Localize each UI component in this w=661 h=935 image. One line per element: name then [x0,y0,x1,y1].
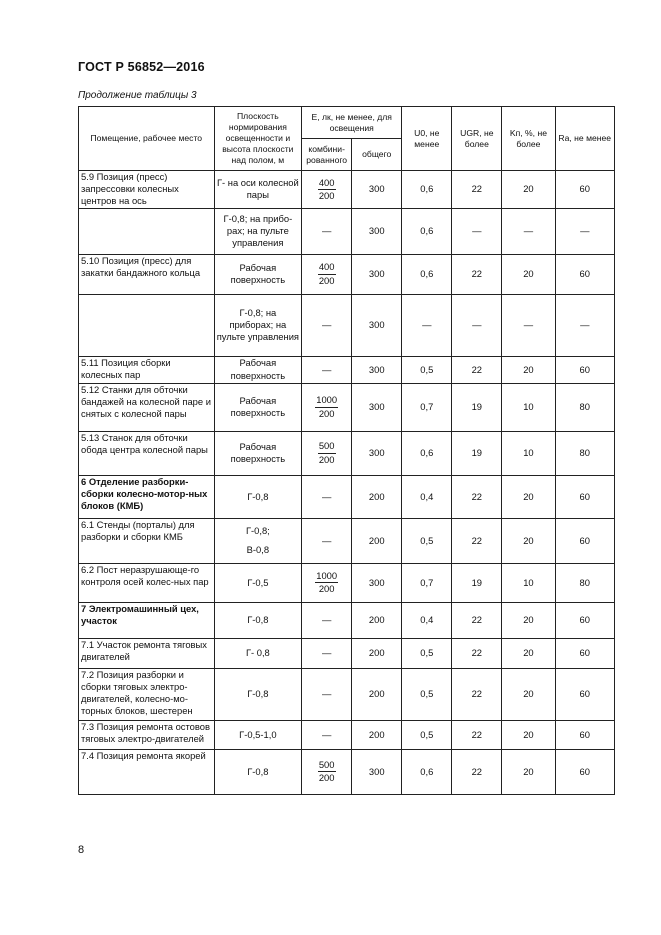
cell-general: 300 [352,254,402,294]
plane-text: Рабочая поверхность [230,440,286,465]
cell-ugr: 22 [452,518,502,563]
cell-room: 5.12 Станки для обточки бандажей на колесной паре и снятых с колесной пары [79,383,215,431]
cell-uo: 0,6 [402,749,452,794]
table-row [79,294,615,356]
col-header-uo: U0, не менее [402,107,452,171]
cell-ugr: 22 [452,749,502,794]
cell-ugr: 22 [452,475,502,518]
cell-plane [214,638,302,668]
table-body [79,171,615,795]
cell-combined [302,563,352,602]
cell-ugr: 22 [452,638,502,668]
cell-combined: — [302,668,352,720]
cell-kp: — [502,208,555,254]
cell-kp: 20 [502,602,555,638]
plane-text: Г-0,8 [247,688,269,699]
cell-ra: 80 [555,431,614,475]
cell-combined [302,254,352,294]
cell-uo: 0,6 [402,254,452,294]
cell-room: 5.9 Позиция (пресс) запрессовки колесных центров на ось [79,171,215,209]
table-continuation-caption: Продолжение таблицы 3 [78,90,197,101]
table-row [79,475,615,518]
cell-general: 200 [352,475,402,518]
fraction-denominator: 200 [318,189,335,201]
cell-combined: — [302,294,352,356]
cell-kp: 20 [502,518,555,563]
cell-plane [214,563,302,602]
cell-uo: 0,5 [402,638,452,668]
cell-room: 5.10 Позиция (пресс) для закатки бандажного кольца [79,254,215,294]
cell-uo: 0,5 [402,518,452,563]
plane-text: Г-0,5 [247,576,269,588]
cell-general: 200 [352,518,402,563]
cell-ra: 80 [555,383,614,431]
cell-plane [214,602,302,638]
cell-kp: 10 [502,383,555,431]
cell-plane [214,294,302,356]
table-row [79,171,615,209]
cell-room: 7.1 Участок ремонта тяговых двигателей [79,638,215,668]
table-row [79,602,615,638]
col-header-illuminance: E, лк, не менее, для освещения [302,107,402,139]
cell-ra: 60 [555,254,614,294]
cell-ugr: 22 [452,668,502,720]
fraction-denominator: 200 [318,772,335,784]
col-header-room: Помещение, рабочее место [79,107,215,171]
cell-kp: 10 [502,431,555,475]
page-number: 8 [78,844,85,856]
cell-general: 300 [352,171,402,209]
cell-combined: — [302,602,352,638]
cell-ugr: — [452,294,502,356]
cell-combined [302,383,352,431]
cell-ra: 60 [555,518,614,563]
table-row [79,668,615,720]
cell-ra: — [555,208,614,254]
cell-kp: 10 [502,563,555,602]
illuminance-fraction [318,261,336,286]
cell-ugr: 19 [452,563,502,602]
cell-general: 300 [352,749,402,794]
cell-room: 6.1 Стенды (порталы) для разборки и сборки КМБ [79,518,215,563]
illuminance-fraction [318,177,336,202]
illuminance-fraction [315,570,338,595]
fraction-numerator: 1000 [315,394,338,407]
plane-text: Рабочая поверхность [230,394,286,419]
cell-ugr: 22 [452,171,502,209]
cell-kp: 20 [502,171,555,209]
plane-text: Г-0,8; на прибо-рах; на пульте управления [223,212,293,249]
cell-plane [214,720,302,749]
cell-combined: — [302,638,352,668]
cell-general: 300 [352,563,402,602]
cell-kp: — [502,294,555,356]
cell-ugr: 19 [452,383,502,431]
cell-general: 300 [352,294,402,356]
cell-combined: — [302,356,352,383]
cell-ra: 60 [555,749,614,794]
cell-combined: — [302,720,352,749]
fraction-numerator: 1000 [315,570,338,583]
cell-room [79,294,215,356]
plane-text: Г-0,8; на приборах; на пульте управления [216,306,300,343]
cell-plane [214,475,302,518]
cell-uo: 0,4 [402,475,452,518]
cell-room: 7 Электромашинный цех, участок [79,602,215,638]
cell-plane [214,431,302,475]
col-header-combined: комбини-рованного [302,139,352,171]
fraction-denominator: 200 [318,453,335,465]
cell-combined: — [302,475,352,518]
table-row [79,563,615,602]
cell-kp: 20 [502,668,555,720]
table-row [79,638,615,668]
fraction-denominator: 200 [318,274,335,286]
cell-general: 200 [352,668,402,720]
fraction-numerator: 500 [318,440,336,453]
cell-combined: — [302,518,352,563]
cell-room: 5.11 Позиция сборки колесных пар [79,356,215,383]
table-row [79,208,615,254]
table-row [79,383,615,431]
cell-uo: 0,5 [402,356,452,383]
cell-kp: 20 [502,638,555,668]
cell-ra: 60 [555,356,614,383]
fraction-numerator: 400 [318,261,336,274]
cell-ra: 60 [555,720,614,749]
cell-general: 300 [352,383,402,431]
cell-plane [214,749,302,794]
cell-ugr: 22 [452,720,502,749]
document-header: ГОСТ Р 56852—2016 [78,60,205,74]
plane-text: Г- на оси колесной пары [216,177,299,201]
cell-uo: 0,4 [402,602,452,638]
fraction-denominator: 200 [318,583,335,595]
cell-room: 7.2 Позиция разборки и сборки тяговых электро-двигателей, колесно-мо-торных блоков, шестерен [79,668,215,720]
plane-text: Г-0,5-1,0 [239,728,277,740]
fraction-denominator: 200 [318,407,335,419]
col-header-ugr: UGR, не более [452,107,502,171]
table-row [79,518,615,563]
cell-room: 5.13 Станок для обточки обода центра колесной пары [79,431,215,475]
cell-ra: 80 [555,563,614,602]
cell-uo: 0,6 [402,171,452,209]
plane-text: Рабочая поверхность [230,261,286,286]
cell-plane [214,208,302,254]
plane-text: Г- 0,8 [245,647,270,658]
fraction-numerator: 400 [318,177,336,190]
cell-plane [214,383,302,431]
cell-kp: 20 [502,254,555,294]
cell-ugr: — [452,208,502,254]
plane-text: Г-0,8 [247,490,269,502]
cell-ugr: 19 [452,431,502,475]
table-row [79,749,615,794]
cell-combined [302,749,352,794]
col-header-plane: Плоскость нормирования освещенности и высота плоскости над полом, м [214,107,302,171]
cell-ra: 60 [555,475,614,518]
plane-text: Г-0,8; [245,525,270,537]
cell-uo: 0,6 [402,431,452,475]
cell-combined: — [302,208,352,254]
cell-plane [214,356,302,383]
illuminance-fraction [315,394,338,419]
fraction-numerator: 500 [318,759,336,772]
cell-combined [302,171,352,209]
cell-ra: 60 [555,638,614,668]
col-header-general: общего [352,139,402,171]
cell-general: 300 [352,356,402,383]
cell-plane [214,254,302,294]
col-header-ra: Ra, не менее [555,107,614,171]
cell-uo: 0,7 [402,383,452,431]
cell-uo: — [402,294,452,356]
plane-text-2: В-0,8 [246,543,270,555]
cell-combined [302,431,352,475]
table-row [79,356,615,383]
cell-ugr: 22 [452,602,502,638]
illuminance-fraction [318,759,336,784]
cell-general: 300 [352,208,402,254]
col-header-kp: Kп, %, не более [502,107,555,171]
plane-text: Г-0,8 [247,614,269,625]
cell-plane [214,171,302,209]
cell-general: 200 [352,638,402,668]
cell-room: 6 Отделение разборки-сборки колесно-мотор-ных блоков (КМБ) [79,475,215,518]
cell-uo: 0,5 [402,720,452,749]
table-row [79,254,615,294]
cell-room: 7.4 Позиция ремонта якорей [79,749,215,794]
cell-room: 7.3 Позиция ремонта остовов тяговых электро-двигателей [79,720,215,749]
table-row [79,431,615,475]
cell-uo: 0,7 [402,563,452,602]
cell-plane [214,668,302,720]
cell-room [79,208,215,254]
cell-general: 300 [352,431,402,475]
cell-kp: 20 [502,749,555,794]
plane-text: Рабочая поверхность [230,357,286,381]
cell-room: 6.2 Пост неразрушающе-го контроля осей колес-ных пар [79,563,215,602]
cell-plane [214,518,302,563]
cell-ugr: 22 [452,356,502,383]
table-row [79,720,615,749]
plane-text: Г-0,8 [247,765,269,777]
cell-ra: — [555,294,614,356]
cell-ra: 60 [555,602,614,638]
cell-general: 200 [352,602,402,638]
cell-uo: 0,5 [402,668,452,720]
lighting-norms-table [78,106,615,795]
cell-ugr: 22 [452,254,502,294]
cell-general: 200 [352,720,402,749]
cell-kp: 20 [502,475,555,518]
cell-ra: 60 [555,171,614,209]
cell-kp: 20 [502,356,555,383]
cell-uo: 0,6 [402,208,452,254]
illuminance-fraction [318,440,336,465]
cell-ra: 60 [555,668,614,720]
cell-kp: 20 [502,720,555,749]
